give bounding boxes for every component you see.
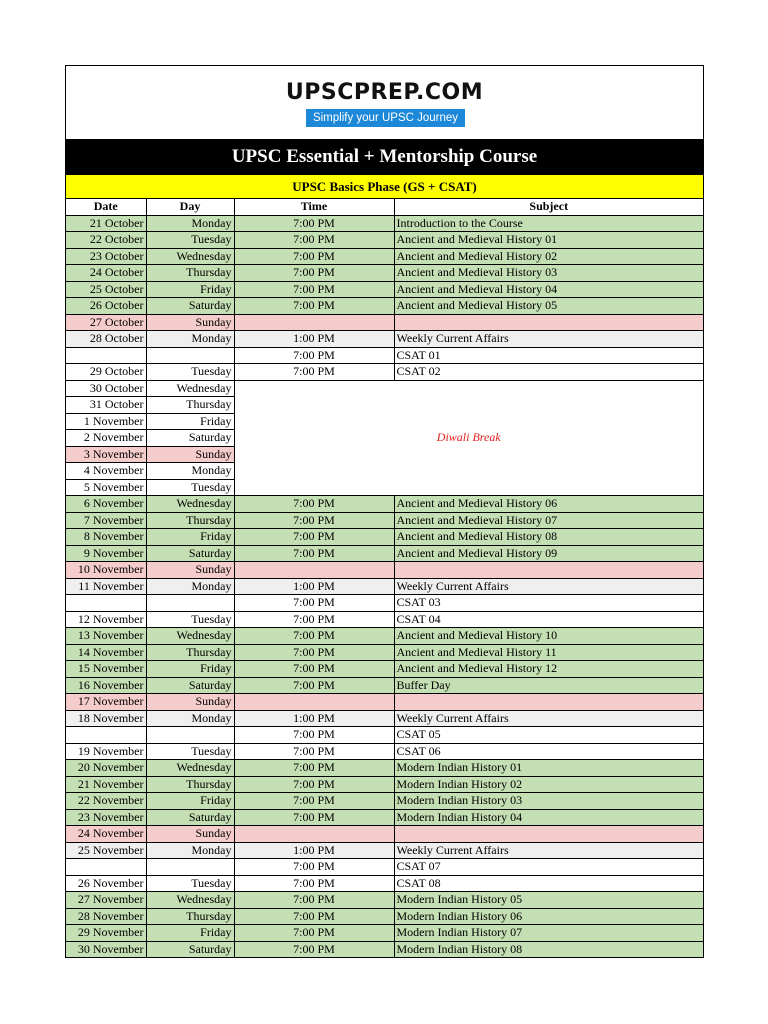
table-row bbox=[66, 298, 703, 315]
cell-date: 12 November bbox=[66, 611, 146, 628]
table-row bbox=[66, 215, 703, 232]
cell-day: Monday bbox=[146, 463, 234, 480]
table-row bbox=[66, 826, 703, 843]
cell-date: 11 November bbox=[66, 578, 146, 595]
cell-time bbox=[234, 562, 394, 579]
cell-day: Sunday bbox=[146, 562, 234, 579]
cell-day: Wednesday bbox=[146, 496, 234, 513]
cell-subject: Modern Indian History 02 bbox=[394, 776, 703, 793]
cell-day: Saturday bbox=[146, 545, 234, 562]
cell-subject: Weekly Current Affairs bbox=[394, 578, 703, 595]
table-row bbox=[66, 496, 703, 513]
cell-day: Tuesday bbox=[146, 611, 234, 628]
cell-subject bbox=[394, 826, 703, 843]
cell-date: 27 November bbox=[66, 892, 146, 909]
cell-date: 26 November bbox=[66, 875, 146, 892]
cell-time: 7:00 PM bbox=[234, 776, 394, 793]
cell-date: 28 November bbox=[66, 908, 146, 925]
cell-subject: Modern Indian History 01 bbox=[394, 760, 703, 777]
table-row bbox=[66, 611, 703, 628]
cell-date: 15 November bbox=[66, 661, 146, 678]
cell-date: 7 November bbox=[66, 512, 146, 529]
table-row bbox=[66, 248, 703, 265]
cell-day bbox=[146, 347, 234, 364]
cell-date: 22 October bbox=[66, 232, 146, 249]
cell-time bbox=[234, 826, 394, 843]
cell-day: Wednesday bbox=[146, 628, 234, 645]
cell-date: 23 November bbox=[66, 809, 146, 826]
cell-subject: Modern Indian History 06 bbox=[394, 908, 703, 925]
cell-subject: Ancient and Medieval History 09 bbox=[394, 545, 703, 562]
cell-subject: Ancient and Medieval History 10 bbox=[394, 628, 703, 645]
cell-time: 7:00 PM bbox=[234, 595, 394, 612]
cell-date: 5 November bbox=[66, 479, 146, 496]
cell-time: 7:00 PM bbox=[234, 512, 394, 529]
table-row bbox=[66, 281, 703, 298]
cell-day: Tuesday bbox=[146, 875, 234, 892]
cell-date: 18 November bbox=[66, 710, 146, 727]
cell-time: 1:00 PM bbox=[234, 331, 394, 348]
cell-day: Tuesday bbox=[146, 364, 234, 381]
cell-time: 7:00 PM bbox=[234, 298, 394, 315]
cell-time: 7:00 PM bbox=[234, 644, 394, 661]
cell-date: 24 October bbox=[66, 265, 146, 282]
cell-date: 21 October bbox=[66, 215, 146, 232]
cell-day: Tuesday bbox=[146, 232, 234, 249]
cell-subject: Ancient and Medieval History 03 bbox=[394, 265, 703, 282]
cell-subject bbox=[394, 562, 703, 579]
table-row bbox=[66, 760, 703, 777]
table-row bbox=[66, 314, 703, 331]
table-row bbox=[66, 941, 703, 957]
cell-day: Sunday bbox=[146, 314, 234, 331]
cell-day: Friday bbox=[146, 661, 234, 678]
table-row bbox=[66, 908, 703, 925]
cell-day: Tuesday bbox=[146, 479, 234, 496]
cell-day: Tuesday bbox=[146, 743, 234, 760]
cell-date: 19 November bbox=[66, 743, 146, 760]
cell-day: Thursday bbox=[146, 644, 234, 661]
table-row bbox=[66, 545, 703, 562]
header-date: Date bbox=[66, 199, 146, 215]
cell-date: 29 October bbox=[66, 364, 146, 381]
cell-time: 7:00 PM bbox=[234, 347, 394, 364]
header-time: Time bbox=[234, 199, 394, 215]
cell-day: Friday bbox=[146, 529, 234, 546]
cell-day: Saturday bbox=[146, 809, 234, 826]
cell-time: 7:00 PM bbox=[234, 281, 394, 298]
cell-date: 16 November bbox=[66, 677, 146, 694]
cell-date: 13 November bbox=[66, 628, 146, 645]
cell-subject: Ancient and Medieval History 07 bbox=[394, 512, 703, 529]
table-row bbox=[66, 842, 703, 859]
cell-day: Friday bbox=[146, 925, 234, 942]
cell-time: 1:00 PM bbox=[234, 710, 394, 727]
cell-subject: Ancient and Medieval History 08 bbox=[394, 529, 703, 546]
cell-time: 7:00 PM bbox=[234, 248, 394, 265]
table-row bbox=[66, 578, 703, 595]
cell-day: Thursday bbox=[146, 512, 234, 529]
cell-day: Thursday bbox=[146, 265, 234, 282]
cell-date: 3 November bbox=[66, 446, 146, 463]
table-header-row bbox=[66, 199, 703, 215]
cell-subject: CSAT 03 bbox=[394, 595, 703, 612]
course-title: UPSC Essential + Mentorship Course bbox=[66, 139, 703, 175]
table-row bbox=[66, 859, 703, 876]
cell-time: 7:00 PM bbox=[234, 364, 394, 381]
table-row bbox=[66, 232, 703, 249]
cell-subject: CSAT 04 bbox=[394, 611, 703, 628]
cell-day: Saturday bbox=[146, 298, 234, 315]
cell-time: 7:00 PM bbox=[234, 628, 394, 645]
cell-day: Thursday bbox=[146, 397, 234, 414]
cell-time bbox=[234, 694, 394, 711]
table-row bbox=[66, 727, 703, 744]
cell-subject: CSAT 05 bbox=[394, 727, 703, 744]
cell-subject: Introduction to the Course bbox=[394, 215, 703, 232]
cell-date: 17 November bbox=[66, 694, 146, 711]
cell-subject bbox=[394, 694, 703, 711]
cell-time: 7:00 PM bbox=[234, 265, 394, 282]
cell-time: 7:00 PM bbox=[234, 760, 394, 777]
cell-date bbox=[66, 727, 146, 744]
cell-day: Sunday bbox=[146, 694, 234, 711]
cell-day: Monday bbox=[146, 578, 234, 595]
cell-day: Monday bbox=[146, 215, 234, 232]
cell-time: 7:00 PM bbox=[234, 529, 394, 546]
header-subject: Subject bbox=[394, 199, 703, 215]
cell-date: 24 November bbox=[66, 826, 146, 843]
cell-date: 25 October bbox=[66, 281, 146, 298]
table-row bbox=[66, 512, 703, 529]
diwali-break-label: Diwali Break bbox=[234, 380, 703, 496]
table-row bbox=[66, 644, 703, 661]
cell-date bbox=[66, 347, 146, 364]
cell-date: 29 November bbox=[66, 925, 146, 942]
cell-time: 7:00 PM bbox=[234, 215, 394, 232]
schedule-sheet bbox=[65, 65, 704, 958]
cell-date: 23 October bbox=[66, 248, 146, 265]
table-row bbox=[66, 562, 703, 579]
cell-day: Wednesday bbox=[146, 760, 234, 777]
table-row bbox=[66, 925, 703, 942]
table-row bbox=[66, 380, 703, 397]
cell-day: Friday bbox=[146, 413, 234, 430]
cell-day: Thursday bbox=[146, 776, 234, 793]
table-row bbox=[66, 743, 703, 760]
cell-subject: Modern Indian History 05 bbox=[394, 892, 703, 909]
cell-time: 7:00 PM bbox=[234, 875, 394, 892]
cell-date: 30 October bbox=[66, 380, 146, 397]
cell-time: 7:00 PM bbox=[234, 925, 394, 942]
cell-subject: Ancient and Medieval History 11 bbox=[394, 644, 703, 661]
cell-day: Wednesday bbox=[146, 380, 234, 397]
cell-day: Wednesday bbox=[146, 248, 234, 265]
cell-time: 7:00 PM bbox=[234, 496, 394, 513]
cell-date: 30 November bbox=[66, 941, 146, 957]
cell-time: 7:00 PM bbox=[234, 661, 394, 678]
cell-date: 6 November bbox=[66, 496, 146, 513]
cell-time: 7:00 PM bbox=[234, 545, 394, 562]
cell-subject: CSAT 01 bbox=[394, 347, 703, 364]
cell-subject: CSAT 02 bbox=[394, 364, 703, 381]
cell-subject bbox=[394, 314, 703, 331]
cell-day: Thursday bbox=[146, 908, 234, 925]
brand-tagline: Simplify your UPSC Journey bbox=[306, 109, 465, 127]
cell-subject: Modern Indian History 08 bbox=[394, 941, 703, 957]
table-row bbox=[66, 793, 703, 810]
cell-date bbox=[66, 595, 146, 612]
cell-subject: Modern Indian History 04 bbox=[394, 809, 703, 826]
cell-date: 27 October bbox=[66, 314, 146, 331]
cell-date: 26 October bbox=[66, 298, 146, 315]
cell-subject: Ancient and Medieval History 01 bbox=[394, 232, 703, 249]
cell-time: 7:00 PM bbox=[234, 908, 394, 925]
table-row bbox=[66, 710, 703, 727]
cell-time: 7:00 PM bbox=[234, 793, 394, 810]
cell-day: Saturday bbox=[146, 430, 234, 447]
cell-subject: Buffer Day bbox=[394, 677, 703, 694]
cell-subject: CSAT 07 bbox=[394, 859, 703, 876]
table-row bbox=[66, 694, 703, 711]
cell-day: Sunday bbox=[146, 826, 234, 843]
cell-day bbox=[146, 595, 234, 612]
table-row bbox=[66, 776, 703, 793]
cell-date: 25 November bbox=[66, 842, 146, 859]
schedule-body bbox=[66, 215, 703, 957]
cell-day: Sunday bbox=[146, 446, 234, 463]
cell-day: Saturday bbox=[146, 677, 234, 694]
cell-subject: Ancient and Medieval History 12 bbox=[394, 661, 703, 678]
table-row bbox=[66, 347, 703, 364]
cell-date: 28 October bbox=[66, 331, 146, 348]
table-row bbox=[66, 364, 703, 381]
cell-time: 7:00 PM bbox=[234, 892, 394, 909]
table-row bbox=[66, 265, 703, 282]
cell-subject: Weekly Current Affairs bbox=[394, 710, 703, 727]
cell-time: 1:00 PM bbox=[234, 842, 394, 859]
table-row bbox=[66, 875, 703, 892]
cell-time: 7:00 PM bbox=[234, 743, 394, 760]
table-row bbox=[66, 809, 703, 826]
cell-date: 14 November bbox=[66, 644, 146, 661]
table-row bbox=[66, 677, 703, 694]
cell-day: Saturday bbox=[146, 941, 234, 957]
table-row bbox=[66, 892, 703, 909]
cell-day: Friday bbox=[146, 281, 234, 298]
cell-date: 8 November bbox=[66, 529, 146, 546]
cell-subject: Modern Indian History 07 bbox=[394, 925, 703, 942]
cell-day bbox=[146, 727, 234, 744]
cell-date: 20 November bbox=[66, 760, 146, 777]
cell-time: 7:00 PM bbox=[234, 941, 394, 957]
cell-day: Friday bbox=[146, 793, 234, 810]
cell-date: 10 November bbox=[66, 562, 146, 579]
cell-time: 7:00 PM bbox=[234, 727, 394, 744]
cell-subject: Weekly Current Affairs bbox=[394, 842, 703, 859]
cell-subject: CSAT 08 bbox=[394, 875, 703, 892]
cell-date: 2 November bbox=[66, 430, 146, 447]
cell-subject: Ancient and Medieval History 05 bbox=[394, 298, 703, 315]
cell-subject: Ancient and Medieval History 02 bbox=[394, 248, 703, 265]
cell-day: Monday bbox=[146, 331, 234, 348]
schedule-table bbox=[66, 199, 703, 957]
cell-day: Monday bbox=[146, 842, 234, 859]
table-row bbox=[66, 628, 703, 645]
cell-subject: Modern Indian History 03 bbox=[394, 793, 703, 810]
brand-header bbox=[66, 66, 703, 139]
table-row bbox=[66, 331, 703, 348]
cell-day bbox=[146, 859, 234, 876]
cell-time: 7:00 PM bbox=[234, 232, 394, 249]
table-row bbox=[66, 661, 703, 678]
cell-time: 7:00 PM bbox=[234, 677, 394, 694]
cell-subject: CSAT 06 bbox=[394, 743, 703, 760]
cell-time bbox=[234, 314, 394, 331]
cell-day: Monday bbox=[146, 710, 234, 727]
cell-date: 4 November bbox=[66, 463, 146, 480]
cell-date: 1 November bbox=[66, 413, 146, 430]
table-row bbox=[66, 595, 703, 612]
cell-date: 21 November bbox=[66, 776, 146, 793]
header-day: Day bbox=[146, 199, 234, 215]
table-row bbox=[66, 529, 703, 546]
cell-date: 31 October bbox=[66, 397, 146, 414]
phase-title: UPSC Basics Phase (GS + CSAT) bbox=[66, 175, 703, 199]
cell-time: 7:00 PM bbox=[234, 809, 394, 826]
cell-date: 9 November bbox=[66, 545, 146, 562]
brand-logo-text: UPSCPREP.COM bbox=[285, 80, 484, 105]
cell-time: 7:00 PM bbox=[234, 859, 394, 876]
cell-day: Wednesday bbox=[146, 892, 234, 909]
cell-subject: Weekly Current Affairs bbox=[394, 331, 703, 348]
cell-date bbox=[66, 859, 146, 876]
cell-time: 1:00 PM bbox=[234, 578, 394, 595]
cell-subject: Ancient and Medieval History 04 bbox=[394, 281, 703, 298]
cell-subject: Ancient and Medieval History 06 bbox=[394, 496, 703, 513]
cell-time: 7:00 PM bbox=[234, 611, 394, 628]
cell-date: 22 November bbox=[66, 793, 146, 810]
